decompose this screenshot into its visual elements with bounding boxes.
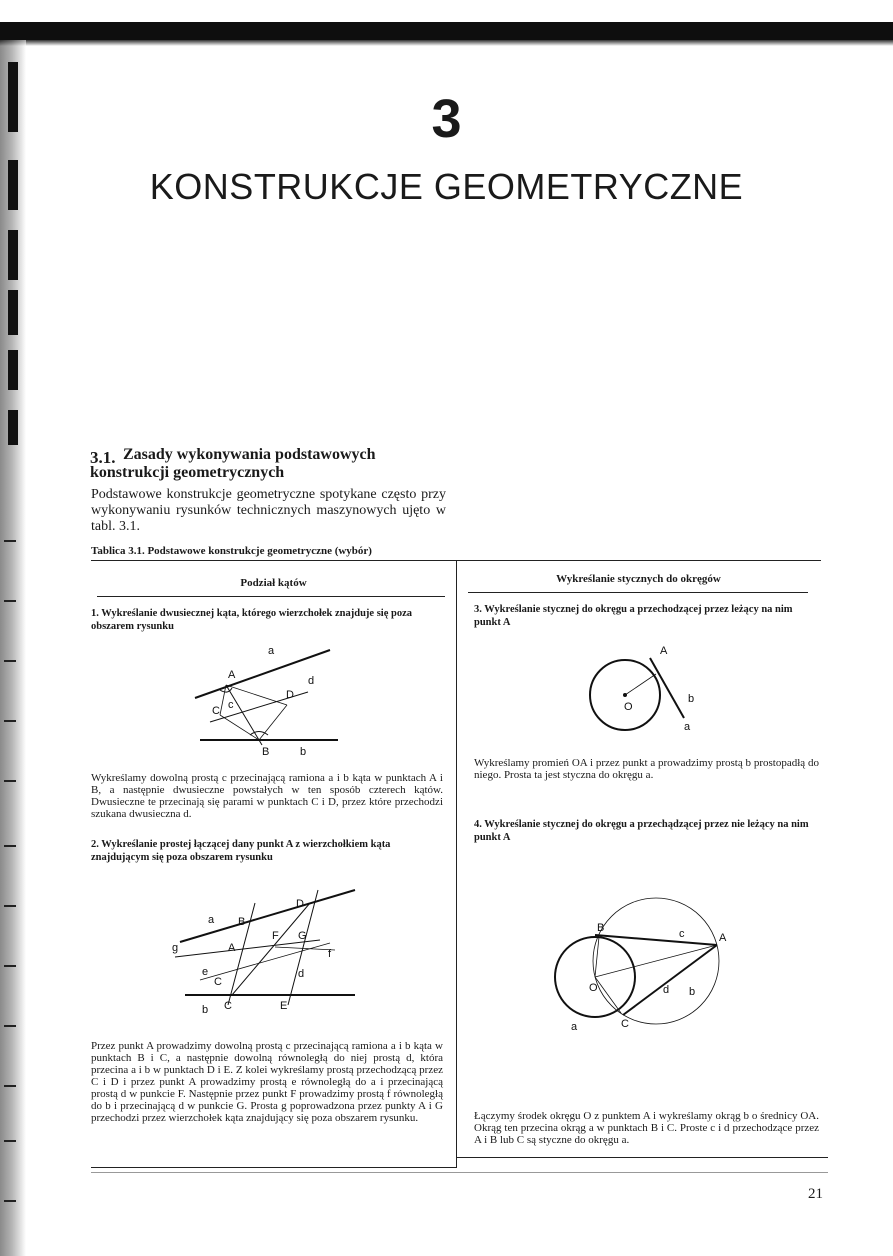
section-number: 3.1. <box>90 448 116 467</box>
bisector-B2 <box>220 715 259 740</box>
scan-top-border <box>0 22 893 40</box>
fig2-label-C: C <box>214 976 222 988</box>
item-3-heading: 3. Wykreślanie stycznej do okręgu a przechodzącej przez leżący na nim punkt A <box>474 604 793 628</box>
center-O <box>623 693 627 697</box>
binding-mark <box>4 965 16 967</box>
binding-mark <box>8 350 18 390</box>
fig4-label-c: c <box>679 928 685 940</box>
right-column-header: Wykreślanie stycznych do okręgów <box>556 573 721 585</box>
fig3-label-O: O <box>624 701 633 713</box>
fig2-label-g: g <box>172 942 179 954</box>
table-bottom-rule <box>91 1167 457 1168</box>
item-2-heading: 2. Wykreślanie prostej łączącej dany punkt A z wierzchołkiem kąta znajdującym się poza obszarem rysunku <box>91 839 391 863</box>
table-caption: Tablica 3.1. Podstawowe konstrukcje geometryczne (wybór) <box>91 545 372 557</box>
binding-mark <box>4 1085 16 1087</box>
fig4-label-C: C <box>621 1018 629 1030</box>
fig1-label-C: C <box>212 705 220 717</box>
fig4-label-a: a <box>571 1021 578 1033</box>
fig3-label-A: A <box>660 645 668 657</box>
left-header-rule <box>97 596 445 597</box>
table-column-divider <box>456 560 457 1167</box>
fig1-label-D: D <box>286 689 294 701</box>
binding-mark <box>8 290 18 335</box>
item-3-text: Wykreślamy promień OA i przez punkt a prowadzimy prostą b prostopadłą do niego. Prosta ta jest styczna do okręgu a. <box>474 757 819 781</box>
binding-mark <box>4 780 16 782</box>
chapter-number: 3 <box>431 89 462 149</box>
fig2-label-D: D <box>296 898 304 910</box>
tangent-d <box>623 945 717 1015</box>
bisector-A <box>226 685 287 705</box>
fig1-label-a: a <box>268 645 275 657</box>
fig2-label-A: A <box>228 942 236 954</box>
fig4-label-O: O <box>589 982 598 994</box>
page-number: 21 <box>808 1186 823 1202</box>
fig2-label-e: e <box>202 966 209 978</box>
fig2-label-F: F <box>272 930 279 942</box>
item-2-text: Przez punkt A prowadzimy dowolną prostą c przecinającą ramiona a i b kąta w punktach B i C, a następnie dowolną równoległą do niej prostą d, która przecina a i b w punktach D i E. Z kolei wykreślamy prostą przechodzącą przez C i D i przez punkt A prowadzimy prostą e równoległą do a i przecinającą prostą d w punkcie F. Następnie przez punkt F prowadzimy prostą f równoległą do b i przecinającą d w punkcie G. Prosta g poprowadzona przez punkty A i G przechodzi przez wierzchołek kąta znajdujący się poza obszarem rysunku. <box>91 1040 443 1124</box>
section-title-line1: Zasady wykonywania podstawowych <box>123 446 376 463</box>
fig2-label-E: E <box>280 1000 288 1012</box>
binding-mark <box>4 1200 16 1202</box>
fig2-label-d: d <box>298 968 305 980</box>
scan-left-edge <box>0 40 26 1256</box>
line-OA <box>595 945 717 977</box>
binding-mark <box>8 230 18 280</box>
item-2-figure <box>170 885 365 1020</box>
scan-top-shadow <box>0 40 893 46</box>
left-column-header: Podział kątów <box>240 577 307 589</box>
item-1-heading: 1. Wykreślanie dwusiecznej kąta, którego wierzchołek znajduje się poza obszarem rysunku <box>91 608 413 632</box>
binding-mark <box>4 905 16 907</box>
fig2-label-C2: C <box>224 1000 232 1012</box>
item-3-figure <box>580 640 710 740</box>
fig4-label-b: b <box>689 986 696 998</box>
fig1-label-c: c <box>228 699 234 711</box>
fig2-label-G: G <box>298 930 307 942</box>
chapter-title: KONSTRUKCJE GEOMETRYCZNE <box>149 166 744 207</box>
line-f <box>275 947 335 950</box>
bisector-B <box>259 705 287 740</box>
fig4-label-A: A <box>719 932 727 944</box>
fig1-label-d: d <box>308 675 315 687</box>
fig2-label-B: B <box>238 916 246 928</box>
item-4-figure <box>545 895 740 1040</box>
item-1-figure <box>190 640 340 760</box>
tangent-b <box>650 658 684 718</box>
right-header-rule <box>468 592 808 593</box>
binding-mark <box>4 600 16 602</box>
binding-mark <box>4 720 16 722</box>
line-a <box>180 890 355 942</box>
section-intro: Podstawowe konstrukcje geometryczne spotykane często przy wykonywaniu rysunków technicznych maszynowych ujęto w tabl. 3.1. <box>91 487 446 534</box>
binding-mark <box>4 845 16 847</box>
binding-mark <box>4 540 16 542</box>
binding-mark <box>4 660 16 662</box>
radius-OA <box>625 674 656 695</box>
fig2-label-a: a <box>208 914 215 926</box>
item-1-text: Wykreślamy dowolną prostą c przecinającą ramiona a i b kąta w punktach A i B, a następnie dwusieczne powstałych w ten sposób czterech kątów. Dwusieczne te przecinają się parami w punktach C i D, przez które przechodzi szukana dwusieczna d. <box>91 772 443 820</box>
item-4-heading: 4. Wykreślanie stycznej do okręgu a przechądzącej przez nie leżący na nim punkt A <box>474 819 809 843</box>
fig1-label-A: A <box>228 669 236 681</box>
binding-mark <box>8 410 18 445</box>
section-title-line2: konstrukcji geometrycznych <box>90 464 285 481</box>
item-4-text: Łączymy środek okręgu O z punktem A i wykreślamy okrąg b o średnicy OA. Okrąg ten przecina okrąg a w punktach B i C. Proste c i d przechodzące przez A i B lub C są styczne do okręgu a. <box>474 1110 819 1146</box>
radius-OC <box>595 977 621 1013</box>
tangent-c <box>595 935 717 945</box>
line-a <box>195 650 330 698</box>
fig1-label-b: b <box>300 746 307 758</box>
binding-mark <box>4 1140 16 1142</box>
binding-mark <box>4 1025 16 1027</box>
fig1-label-B: B <box>262 746 270 758</box>
fig2-label-b: b <box>202 1004 209 1016</box>
page-bottom-rule <box>91 1172 828 1173</box>
table-bottom-rule-right <box>456 1157 828 1158</box>
fig4-label-B: B <box>597 922 605 934</box>
fig3-label-b: b <box>688 693 695 705</box>
fig2-label-f: f <box>328 948 332 960</box>
fig4-label-d: d <box>663 984 670 996</box>
fig3-label-a: a <box>684 721 691 733</box>
